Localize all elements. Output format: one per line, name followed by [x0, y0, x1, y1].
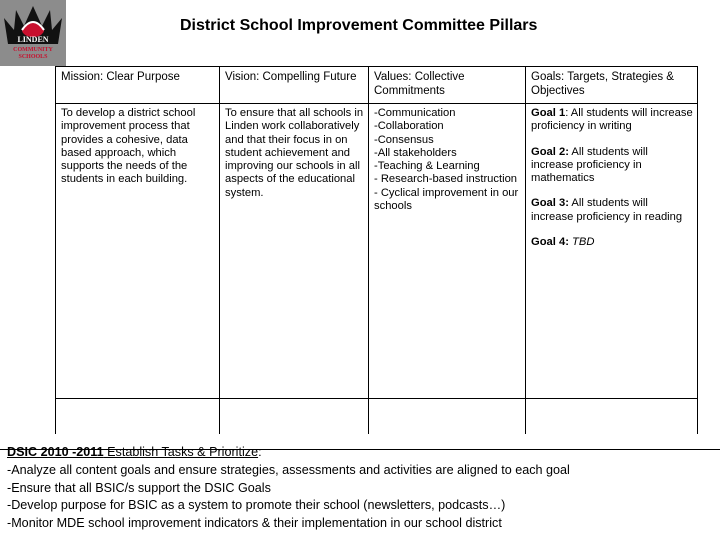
- mission-cell: To develop a district school improvement process that provides a cohesive, data based approach, which supports the needs of the students in each building.: [56, 104, 220, 399]
- goal-label: Goal 2:: [531, 145, 569, 158]
- logo-line1: LINDEN: [17, 35, 49, 44]
- task-item: -Monitor MDE school improvement indicators & their implementation in our school district: [7, 516, 502, 531]
- goal-text: : All students will increase proficiency in writing: [531, 107, 693, 133]
- logo-line3: SCHOOLS: [18, 54, 48, 60]
- header-mission: Mission: Clear Purpose: [56, 67, 220, 104]
- table-blank-row: [56, 399, 698, 435]
- task-item: -Develop purpose for BSIC as a system to promote their school (newsletters, podcasts…): [7, 498, 506, 513]
- tasks-text: [7, 444, 570, 533]
- goal-label: Goal 3:: [531, 197, 569, 210]
- tasks-heading: [7, 444, 570, 462]
- goals-cell: [526, 104, 698, 399]
- task-item: -Ensure that all BSIC/s support the DSIC Goals: [7, 480, 271, 495]
- values-item: - Cyclical improvement in our schools: [374, 186, 519, 213]
- vision-cell: To ensure that all schools in Linden work collaboratively and that their focus in on student achievement and improving our schools in all aspects of the educational system.: [220, 104, 369, 399]
- tasks-heading-bold: DSIC 2010 -2011: [7, 445, 104, 459]
- goal-text: TBD: [568, 236, 595, 249]
- header-goals: Goals: Targets, Strategies & Objectives: [526, 67, 698, 104]
- goal-label: Goal 1: [531, 107, 566, 119]
- values-item: -Consensus: [374, 133, 434, 146]
- tasks-heading-rest: Establish Tasks & Prioritize: [103, 445, 259, 459]
- goal-text: All students will increase proficiency in mathematics: [531, 145, 648, 185]
- logo-line2: COMMUNITY: [13, 47, 53, 53]
- header-vision: Vision: Compelling Future: [220, 67, 369, 104]
- goal-3: [531, 197, 693, 224]
- values-cell: [369, 104, 526, 399]
- header-values: Values: Collective Commitments: [369, 67, 526, 104]
- blank-cell: [526, 399, 698, 435]
- logo-emblem: [0, 0, 66, 66]
- pillars-table: [55, 66, 698, 434]
- task-item: -Analyze all content goals and ensure strategies, assessments and activities are aligned to each goal: [7, 462, 570, 477]
- goal-2: [531, 146, 693, 186]
- values-item: - Research-based instruction: [374, 173, 518, 186]
- tasks-heading-end: :: [258, 445, 262, 459]
- blank-cell: [220, 399, 369, 435]
- values-item: -Teaching & Learning: [374, 160, 480, 173]
- table-header-row: [56, 67, 698, 104]
- page-title: District School Improvement Committee Pillars: [180, 17, 538, 34]
- values-item: -Collaboration: [374, 120, 444, 133]
- goal-text: All students will increase proficiency in reading: [531, 197, 683, 223]
- values-item: -All stakeholders: [374, 146, 457, 159]
- goal-label: Goal 4:: [531, 236, 569, 249]
- district-logo: [0, 0, 66, 66]
- values-item: -Communication: [374, 107, 456, 119]
- blank-cell: [369, 399, 526, 435]
- blank-cell: [56, 399, 220, 435]
- table-body-row: [56, 104, 698, 399]
- goal-4: [531, 236, 693, 249]
- goal-1: [531, 107, 693, 134]
